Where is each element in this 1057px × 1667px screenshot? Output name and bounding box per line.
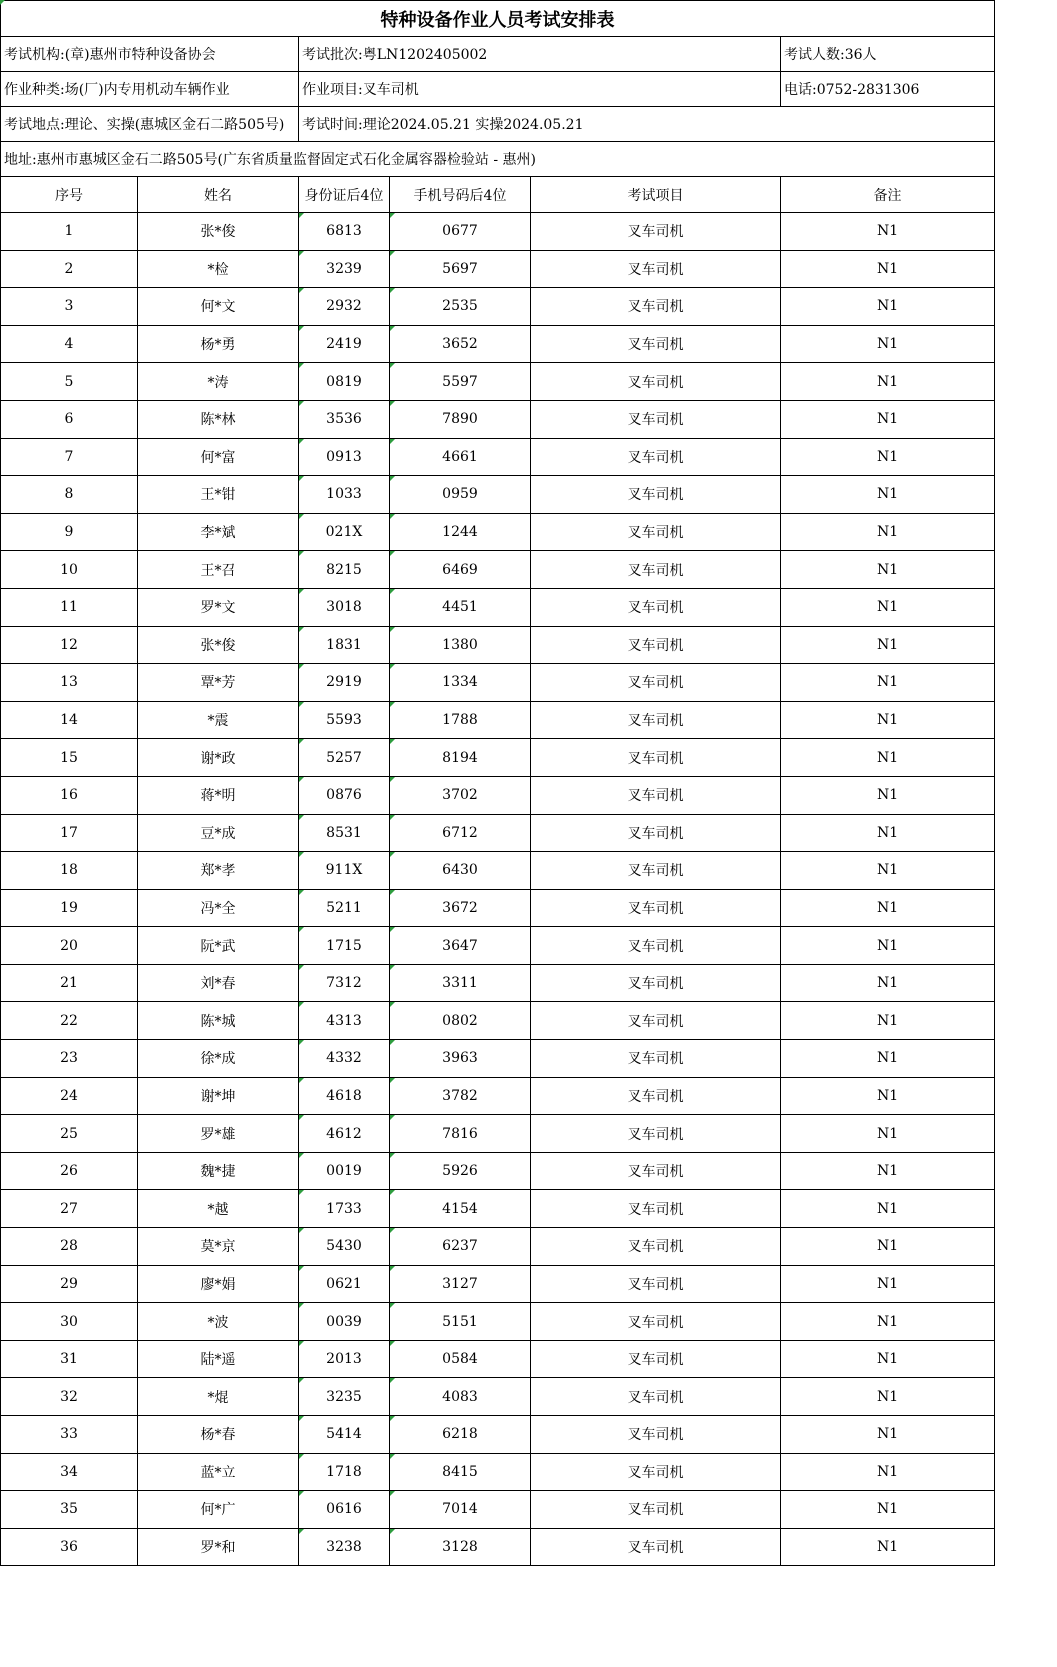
cell-phone-last4: 3702: [390, 776, 531, 814]
cell-id-last4: 4618: [299, 1077, 390, 1115]
cell-index: 34: [1, 1453, 138, 1491]
cell-exam-item: 叉车司机: [531, 1265, 781, 1303]
cell-name: *越: [138, 1190, 299, 1228]
cell-remark: N1: [781, 438, 995, 476]
cell-remark: N1: [781, 1115, 995, 1153]
cell-name: 何*文: [138, 288, 299, 326]
header-cell-exam-item: 考试项目: [531, 177, 781, 213]
cell-id-last4: 1715: [299, 927, 390, 965]
cell-remark: N1: [781, 250, 995, 288]
cell-remark: N1: [781, 852, 995, 890]
cell-index: 16: [1, 776, 138, 814]
cell-id-last4: 0621: [299, 1265, 390, 1303]
cell-phone-last4: 4154: [390, 1190, 531, 1228]
cell-remark: N1: [781, 513, 995, 551]
cell-exam-item: 叉车司机: [531, 476, 781, 514]
cell-name: 张*俊: [138, 213, 299, 251]
cell-id-last4: 0913: [299, 438, 390, 476]
cell-exam-item: 叉车司机: [531, 1416, 781, 1454]
cell-phone-last4: 5151: [390, 1303, 531, 1341]
cell-name: 魏*捷: [138, 1152, 299, 1190]
cell-index: 35: [1, 1491, 138, 1529]
table-row: [1, 739, 995, 777]
cell-phone-last4: 6712: [390, 814, 531, 852]
cell-name: 王*钳: [138, 476, 299, 514]
table-row: [1, 1340, 995, 1378]
header-cell-index: 序号: [1, 177, 138, 213]
cell-exam-item: 叉车司机: [531, 1002, 781, 1040]
cell-exam-item: 叉车司机: [531, 701, 781, 739]
cell-phone-last4: 6218: [390, 1416, 531, 1454]
cell-name: 何*富: [138, 438, 299, 476]
table-row: [1, 1303, 995, 1341]
cell-name: 豆*成: [138, 814, 299, 852]
cell-phone-last4: 3782: [390, 1077, 531, 1115]
cell-remark: N1: [781, 1528, 995, 1566]
table-row: [1, 814, 995, 852]
cell-phone-last4: 8194: [390, 739, 531, 777]
cell-index: 21: [1, 964, 138, 1002]
table-row: [1, 1190, 995, 1228]
exam-count: 考试人数:36人: [781, 37, 995, 72]
cell-name: 莫*京: [138, 1228, 299, 1266]
cell-exam-item: 叉车司机: [531, 1491, 781, 1529]
cell-name: *波: [138, 1303, 299, 1341]
cell-index: 10: [1, 551, 138, 589]
cell-phone-last4: 6469: [390, 551, 531, 589]
cell-index: 31: [1, 1340, 138, 1378]
cell-id-last4: 7312: [299, 964, 390, 1002]
cell-exam-item: 叉车司机: [531, 1190, 781, 1228]
cell-index: 23: [1, 1040, 138, 1078]
cell-index: 8: [1, 476, 138, 514]
cell-phone-last4: 6237: [390, 1228, 531, 1266]
cell-remark: N1: [781, 1453, 995, 1491]
cell-id-last4: 1033: [299, 476, 390, 514]
cell-remark: N1: [781, 1491, 995, 1529]
cell-name: 冯*全: [138, 889, 299, 927]
cell-index: 26: [1, 1152, 138, 1190]
cell-index: 22: [1, 1002, 138, 1040]
cell-remark: N1: [781, 814, 995, 852]
cell-phone-last4: 7014: [390, 1491, 531, 1529]
cell-id-last4: 2932: [299, 288, 390, 326]
cell-name: *涛: [138, 363, 299, 401]
cell-id-last4: 4612: [299, 1115, 390, 1153]
cell-name: *检: [138, 250, 299, 288]
cell-exam-item: 叉车司机: [531, 927, 781, 965]
exam-address: 地址:惠州市惠城区金石二路505号(广东省质量监督固定式石化金属容器检验站 - 惠州): [1, 142, 995, 177]
cell-index: 2: [1, 250, 138, 288]
cell-index: 1: [1, 213, 138, 251]
cell-index: 19: [1, 889, 138, 927]
cell-index: 6: [1, 400, 138, 438]
cell-phone-last4: 5597: [390, 363, 531, 401]
table-row: [1, 964, 995, 1002]
cell-phone-last4: 4661: [390, 438, 531, 476]
cell-id-last4: 2013: [299, 1340, 390, 1378]
cell-name: *焜: [138, 1378, 299, 1416]
cell-index: 7: [1, 438, 138, 476]
cell-id-last4: 3239: [299, 250, 390, 288]
cell-exam-item: 叉车司机: [531, 1378, 781, 1416]
cell-index: 28: [1, 1228, 138, 1266]
cell-id-last4: 5430: [299, 1228, 390, 1266]
table-row: [1, 1453, 995, 1491]
cell-name: 覃*芳: [138, 664, 299, 702]
cell-index: 29: [1, 1265, 138, 1303]
cell-id-last4: 8531: [299, 814, 390, 852]
contact-phone: 电话:0752-2831306: [781, 72, 995, 107]
table-row: [1, 1115, 995, 1153]
cell-index: 13: [1, 664, 138, 702]
cell-exam-item: 叉车司机: [531, 288, 781, 326]
table-row: [1, 551, 995, 589]
cell-phone-last4: 0584: [390, 1340, 531, 1378]
cell-exam-item: 叉车司机: [531, 1115, 781, 1153]
cell-exam-item: 叉车司机: [531, 626, 781, 664]
cell-index: 36: [1, 1528, 138, 1566]
cell-index: 25: [1, 1115, 138, 1153]
cell-id-last4: 2419: [299, 325, 390, 363]
cell-remark: N1: [781, 588, 995, 626]
cell-id-last4: 5257: [299, 739, 390, 777]
cell-phone-last4: 2535: [390, 288, 531, 326]
cell-id-last4: 3235: [299, 1378, 390, 1416]
cell-remark: N1: [781, 776, 995, 814]
exam-batch: 考试批次:粤LN1202405002: [299, 37, 781, 72]
cell-name: 杨*勇: [138, 325, 299, 363]
cell-name: 蒋*明: [138, 776, 299, 814]
cell-phone-last4: 0802: [390, 1002, 531, 1040]
cell-remark: N1: [781, 400, 995, 438]
header-cell-phone-last4: 手机号码后4位: [390, 177, 531, 213]
cell-exam-item: 叉车司机: [531, 1453, 781, 1491]
table-row: [1, 1378, 995, 1416]
cell-exam-item: 叉车司机: [531, 664, 781, 702]
cell-id-last4: 0819: [299, 363, 390, 401]
cell-exam-item: 叉车司机: [531, 513, 781, 551]
cell-id-last4: 6813: [299, 213, 390, 251]
header-cell-id-last4: 身份证后4位: [299, 177, 390, 213]
cell-phone-last4: 3963: [390, 1040, 531, 1078]
table-row: [1, 1265, 995, 1303]
cell-exam-item: 叉车司机: [531, 588, 781, 626]
table-row: [1, 438, 995, 476]
cell-name: 罗*文: [138, 588, 299, 626]
cell-name: 谢*政: [138, 739, 299, 777]
cell-phone-last4: 3311: [390, 964, 531, 1002]
table-row: [1, 476, 995, 514]
cell-index: 30: [1, 1303, 138, 1341]
cell-id-last4: 4313: [299, 1002, 390, 1040]
cell-exam-item: 叉车司机: [531, 325, 781, 363]
cell-phone-last4: 7890: [390, 400, 531, 438]
cell-phone-last4: 4083: [390, 1378, 531, 1416]
table-row: [1, 701, 995, 739]
cell-name: 阮*武: [138, 927, 299, 965]
cell-id-last4: 5211: [299, 889, 390, 927]
cell-name: 谢*坤: [138, 1077, 299, 1115]
cell-remark: N1: [781, 1152, 995, 1190]
cell-exam-item: 叉车司机: [531, 1303, 781, 1341]
table-row: [1, 1077, 995, 1115]
cell-index: 33: [1, 1416, 138, 1454]
cell-remark: N1: [781, 1228, 995, 1266]
table-row: [1, 927, 995, 965]
work-item: 作业项目:叉车司机: [299, 72, 781, 107]
cell-remark: N1: [781, 739, 995, 777]
table-row: [1, 626, 995, 664]
cell-remark: N1: [781, 889, 995, 927]
cell-phone-last4: 1334: [390, 664, 531, 702]
header-cell-remark: 备注: [781, 177, 995, 213]
cell-name: 徐*成: [138, 1040, 299, 1078]
cell-id-last4: 8215: [299, 551, 390, 589]
cell-remark: N1: [781, 1190, 995, 1228]
cell-exam-item: 叉车司机: [531, 400, 781, 438]
cell-id-last4: 4332: [299, 1040, 390, 1078]
cell-index: 20: [1, 927, 138, 965]
table-row: [1, 664, 995, 702]
cell-id-last4: 3018: [299, 588, 390, 626]
cell-phone-last4: 8415: [390, 1453, 531, 1491]
cell-remark: N1: [781, 927, 995, 965]
cell-id-last4: 021X: [299, 513, 390, 551]
cell-phone-last4: 6430: [390, 852, 531, 890]
cell-id-last4: 0616: [299, 1491, 390, 1529]
cell-id-last4: 0876: [299, 776, 390, 814]
cell-name: 陈*林: [138, 400, 299, 438]
cell-remark: N1: [781, 1378, 995, 1416]
cell-remark: N1: [781, 626, 995, 664]
cell-remark: N1: [781, 1303, 995, 1341]
cell-exam-item: 叉车司机: [531, 1077, 781, 1115]
cell-name: *震: [138, 701, 299, 739]
cell-exam-item: 叉车司机: [531, 250, 781, 288]
exam-org: 考试机构:(章)惠州市特种设备协会: [1, 37, 299, 72]
cell-remark: N1: [781, 551, 995, 589]
cell-index: 24: [1, 1077, 138, 1115]
cell-remark: N1: [781, 1077, 995, 1115]
cell-id-last4: 3238: [299, 1528, 390, 1566]
table-row: [1, 1416, 995, 1454]
cell-id-last4: 0039: [299, 1303, 390, 1341]
cell-exam-item: 叉车司机: [531, 776, 781, 814]
cell-exam-item: 叉车司机: [531, 1152, 781, 1190]
cell-name: 罗*和: [138, 1528, 299, 1566]
cell-exam-item: 叉车司机: [531, 814, 781, 852]
cell-id-last4: 5593: [299, 701, 390, 739]
cell-exam-item: 叉车司机: [531, 363, 781, 401]
table-row: [1, 1040, 995, 1078]
table-row: [1, 1228, 995, 1266]
cell-phone-last4: 5697: [390, 250, 531, 288]
cell-exam-item: 叉车司机: [531, 1040, 781, 1078]
cell-phone-last4: 1788: [390, 701, 531, 739]
cell-index: 14: [1, 701, 138, 739]
cell-index: 15: [1, 739, 138, 777]
cell-name: 陈*城: [138, 1002, 299, 1040]
cell-exam-item: 叉车司机: [531, 438, 781, 476]
cell-index: 4: [1, 325, 138, 363]
cell-index: 17: [1, 814, 138, 852]
header-cell-name: 姓名: [138, 177, 299, 213]
table-row: [1, 325, 995, 363]
table-row: [1, 288, 995, 326]
cell-exam-item: 叉车司机: [531, 1340, 781, 1378]
cell-phone-last4: 0959: [390, 476, 531, 514]
cell-remark: N1: [781, 288, 995, 326]
table-row: [1, 213, 995, 251]
cell-name: 张*俊: [138, 626, 299, 664]
table-row: [1, 588, 995, 626]
cell-phone-last4: 1380: [390, 626, 531, 664]
cell-name: 罗*雄: [138, 1115, 299, 1153]
cell-phone-last4: 7816: [390, 1115, 531, 1153]
cell-exam-item: 叉车司机: [531, 1528, 781, 1566]
table-row: [1, 1491, 995, 1529]
cell-id-last4: 1831: [299, 626, 390, 664]
cell-remark: N1: [781, 1416, 995, 1454]
cell-remark: N1: [781, 701, 995, 739]
cell-name: 杨*春: [138, 1416, 299, 1454]
cell-name: 蓝*立: [138, 1453, 299, 1491]
cell-id-last4: 1718: [299, 1453, 390, 1491]
cell-remark: N1: [781, 1265, 995, 1303]
cell-id-last4: 5414: [299, 1416, 390, 1454]
cell-phone-last4: 4451: [390, 588, 531, 626]
cell-remark: N1: [781, 1002, 995, 1040]
cell-name: 陆*遥: [138, 1340, 299, 1378]
cell-remark: N1: [781, 1040, 995, 1078]
cell-index: 12: [1, 626, 138, 664]
work-category: 作业种类:场(厂)内专用机动车辆作业: [1, 72, 299, 107]
cell-remark: N1: [781, 964, 995, 1002]
cell-id-last4: 0019: [299, 1152, 390, 1190]
cell-id-last4: 1733: [299, 1190, 390, 1228]
cell-exam-item: 叉车司机: [531, 889, 781, 927]
cell-phone-last4: 3672: [390, 889, 531, 927]
exam-time: 考试时间:理论2024.05.21 实操2024.05.21: [299, 107, 995, 142]
cell-index: 32: [1, 1378, 138, 1416]
cell-exam-item: 叉车司机: [531, 213, 781, 251]
cell-exam-item: 叉车司机: [531, 551, 781, 589]
cell-phone-last4: 3647: [390, 927, 531, 965]
table-row: [1, 776, 995, 814]
table-row: [1, 1152, 995, 1190]
cell-remark: N1: [781, 664, 995, 702]
cell-name: 何*广: [138, 1491, 299, 1529]
table-row: [1, 889, 995, 927]
cell-index: 18: [1, 852, 138, 890]
cell-id-last4: 911X: [299, 852, 390, 890]
table-row: [1, 1528, 995, 1566]
cell-remark: N1: [781, 1340, 995, 1378]
cell-exam-item: 叉车司机: [531, 739, 781, 777]
cell-phone-last4: 1244: [390, 513, 531, 551]
cell-remark: N1: [781, 325, 995, 363]
table-row: [1, 513, 995, 551]
table-row: [1, 852, 995, 890]
cell-name: 李*斌: [138, 513, 299, 551]
cell-id-last4: 3536: [299, 400, 390, 438]
cell-name: 刘*春: [138, 964, 299, 1002]
table-row: [1, 250, 995, 288]
cell-name: 郑*孝: [138, 852, 299, 890]
cell-id-last4: 2919: [299, 664, 390, 702]
cell-phone-last4: 3128: [390, 1528, 531, 1566]
cell-index: 27: [1, 1190, 138, 1228]
table-row: [1, 1002, 995, 1040]
cell-remark: N1: [781, 363, 995, 401]
cell-phone-last4: 0677: [390, 213, 531, 251]
table-row: [1, 400, 995, 438]
cell-name: 王*召: [138, 551, 299, 589]
cell-remark: N1: [781, 476, 995, 514]
cell-exam-item: 叉车司机: [531, 964, 781, 1002]
cell-remark: N1: [781, 213, 995, 251]
cell-index: 9: [1, 513, 138, 551]
cell-exam-item: 叉车司机: [531, 1228, 781, 1266]
page-title: 特种设备作业人员考试安排表: [1, 1, 995, 37]
header-row: [1, 177, 995, 213]
cell-index: 3: [1, 288, 138, 326]
exam-location: 考试地点:理论、实操(惠城区金石二路505号): [1, 107, 299, 142]
cell-phone-last4: 5926: [390, 1152, 531, 1190]
cell-phone-last4: 3127: [390, 1265, 531, 1303]
cell-exam-item: 叉车司机: [531, 852, 781, 890]
table-row: [1, 363, 995, 401]
cell-index: 5: [1, 363, 138, 401]
cell-name: 廖*娟: [138, 1265, 299, 1303]
cell-index: 11: [1, 588, 138, 626]
cell-phone-last4: 3652: [390, 325, 531, 363]
